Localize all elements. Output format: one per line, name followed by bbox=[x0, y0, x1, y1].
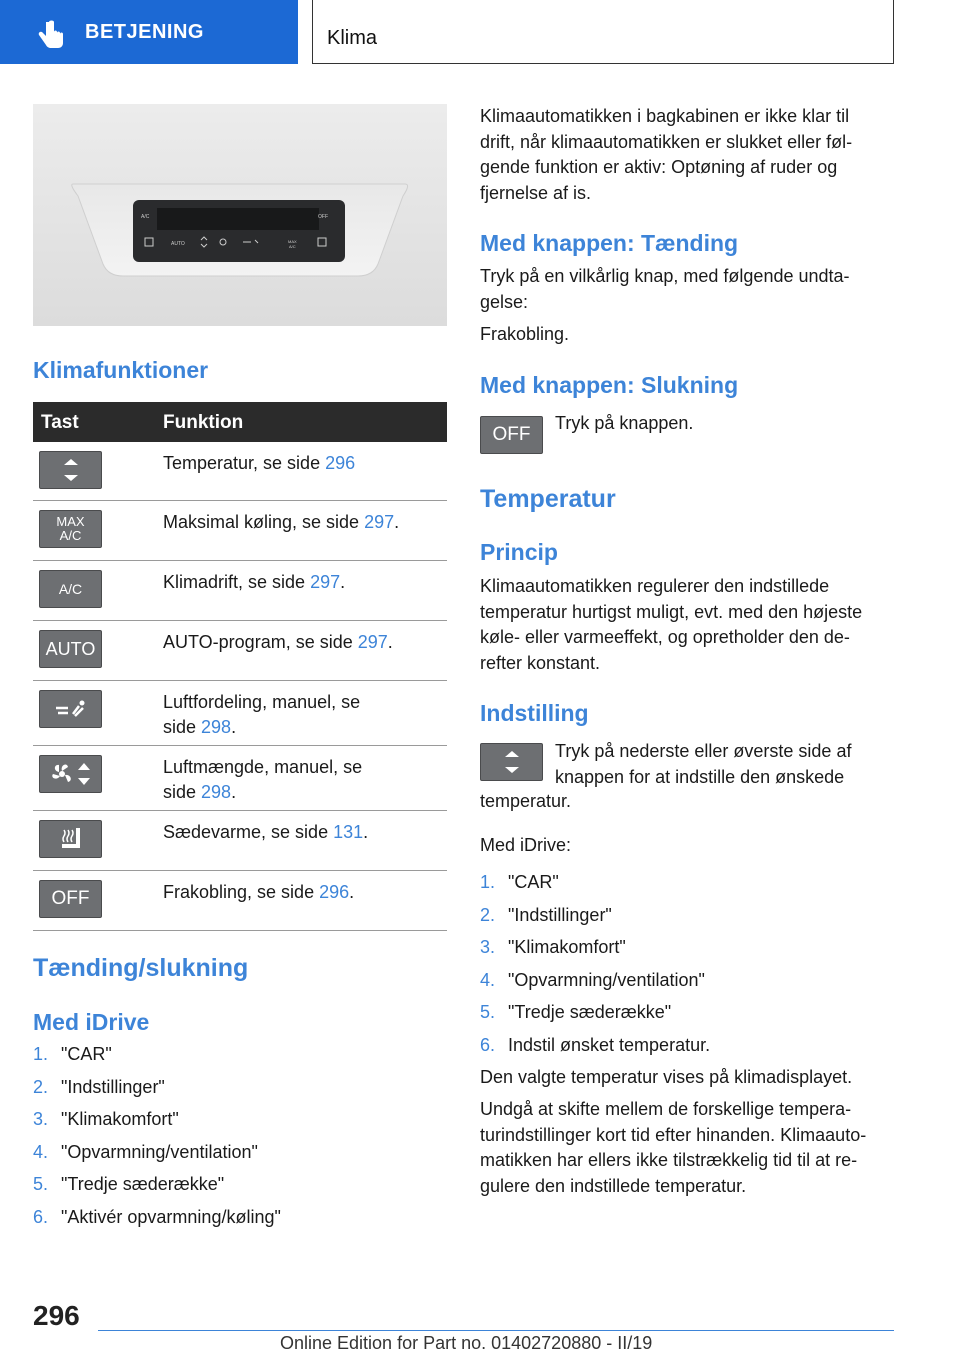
table-row bbox=[33, 501, 447, 561]
heading-setting: Indstilling bbox=[480, 700, 589, 726]
temperature-arrows-icon bbox=[39, 451, 102, 489]
hand-pointer-icon bbox=[38, 20, 66, 50]
off-icon: OFF bbox=[39, 880, 102, 918]
svg-text:AUTO: AUTO bbox=[171, 241, 185, 247]
footer-divider bbox=[98, 1330, 894, 1331]
svg-text:OFF: OFF bbox=[318, 214, 328, 220]
col-function-header: Funktion bbox=[163, 412, 244, 433]
auto-icon: AUTO bbox=[39, 630, 102, 668]
off-button-icon: OFF bbox=[480, 416, 543, 454]
page-link[interactable]: 296 bbox=[325, 453, 356, 473]
ac-icon: A/C bbox=[39, 570, 102, 608]
max-ac-icon: MAX A/C bbox=[39, 510, 102, 548]
page-link[interactable]: 298 bbox=[201, 717, 232, 737]
row-text: Temperatur, se side 296 bbox=[163, 453, 356, 473]
row-text: Klimadrift, se side 297. bbox=[163, 572, 346, 592]
page-link[interactable]: 297 bbox=[364, 512, 395, 532]
row-text: Luftmængde, manuel, se side 298. bbox=[163, 757, 363, 802]
table-row bbox=[33, 561, 447, 621]
climate-functions-table bbox=[33, 402, 447, 931]
table-row bbox=[33, 442, 447, 501]
page-link[interactable]: 296 bbox=[319, 882, 350, 902]
table-row bbox=[33, 681, 447, 746]
advice-paragraph: Undgå at skifte mellem de forskellige tempera- turindstillinger kort tid efter hinanden. Klimaauto- matikken har ellers ikke tilstrækkelig tid til at re- gulere den indstillede temperatur. bbox=[480, 1099, 867, 1196]
heading-climate-functions: Klimafunktioner bbox=[33, 357, 209, 383]
svg-text:A/C: A/C bbox=[141, 214, 150, 220]
heading-on-off: Tænding/slukning bbox=[33, 954, 249, 982]
heading-principle: Princip bbox=[480, 539, 558, 565]
page-link[interactable]: 297 bbox=[310, 572, 341, 592]
page-link[interactable]: 298 bbox=[201, 782, 232, 802]
seat-heating-icon bbox=[39, 820, 102, 858]
heading-idrive: Med iDrive bbox=[33, 1009, 150, 1035]
table-row bbox=[33, 746, 447, 811]
svg-text:MAX: MAX bbox=[288, 239, 297, 244]
section-label: BETJENING bbox=[85, 21, 204, 43]
heading-temperature: Temperatur bbox=[480, 485, 616, 513]
row-text: Maksimal køling, se side 297. bbox=[163, 512, 400, 532]
temperature-arrows-icon bbox=[480, 743, 543, 781]
on-paragraph-2: Frakobling. bbox=[480, 324, 570, 344]
heading-button-off: Med knappen: Slukning bbox=[480, 372, 739, 398]
table-header bbox=[33, 402, 447, 442]
page-link[interactable]: 131 bbox=[333, 822, 364, 842]
off-paragraph: Tryk på knappen. bbox=[555, 413, 694, 433]
col-key-header: Tast bbox=[41, 412, 79, 433]
principle-paragraph: Klimaautomatikken regulerer den indstillede temperatur hurtigst muligt, evt. med den højeste køle- eller varmeeffekt, og opretholder den de- refter konstant. bbox=[480, 576, 863, 673]
fan-speed-icon bbox=[39, 755, 102, 793]
row-text: Luftfordeling, manuel, se side 298. bbox=[163, 692, 361, 737]
footer-edition: Online Edition for Part no. 01402720880 - II/19 bbox=[280, 1333, 653, 1353]
page-number: 296 bbox=[33, 1300, 80, 1331]
row-text: Sædevarme, se side 131. bbox=[163, 822, 369, 842]
svg-text:A/C: A/C bbox=[289, 244, 296, 249]
table-row bbox=[33, 621, 447, 681]
chapter-box bbox=[312, 0, 894, 64]
page-link[interactable]: 297 bbox=[357, 632, 388, 652]
row-text: AUTO-program, se side 297. bbox=[163, 632, 393, 652]
chapter-label: Klima bbox=[327, 27, 378, 49]
air-distribution-icon bbox=[39, 690, 102, 728]
setting-paragraph-tail: temperatur. bbox=[480, 791, 572, 811]
setting-paragraph: Tryk på nederste eller øverste side af knappen for at indstille den ønskede bbox=[555, 741, 852, 787]
intro-paragraph: Klimaautomatikken i bagkabinen er ikke klar til drift, når klimaautomatikken er slukket eller føl- gende funktion er aktiv: Optøning af ruder og fjernelse af is. bbox=[480, 106, 853, 203]
row-text: Frakobling, se side 296. bbox=[163, 882, 355, 902]
rear-climate-panel-photo bbox=[33, 104, 447, 326]
table-row bbox=[33, 811, 447, 871]
with-idrive-label: Med iDrive: bbox=[480, 835, 572, 855]
table-row bbox=[33, 871, 447, 931]
heading-button-on: Med knappen: Tænding bbox=[480, 230, 739, 256]
section-tab[interactable] bbox=[0, 0, 298, 64]
display-note: Den valgte temperatur vises på klimadisplayet. bbox=[480, 1067, 853, 1087]
on-paragraph: Tryk på en vilkårlig knap, med følgende undta- gelse: bbox=[480, 266, 850, 312]
